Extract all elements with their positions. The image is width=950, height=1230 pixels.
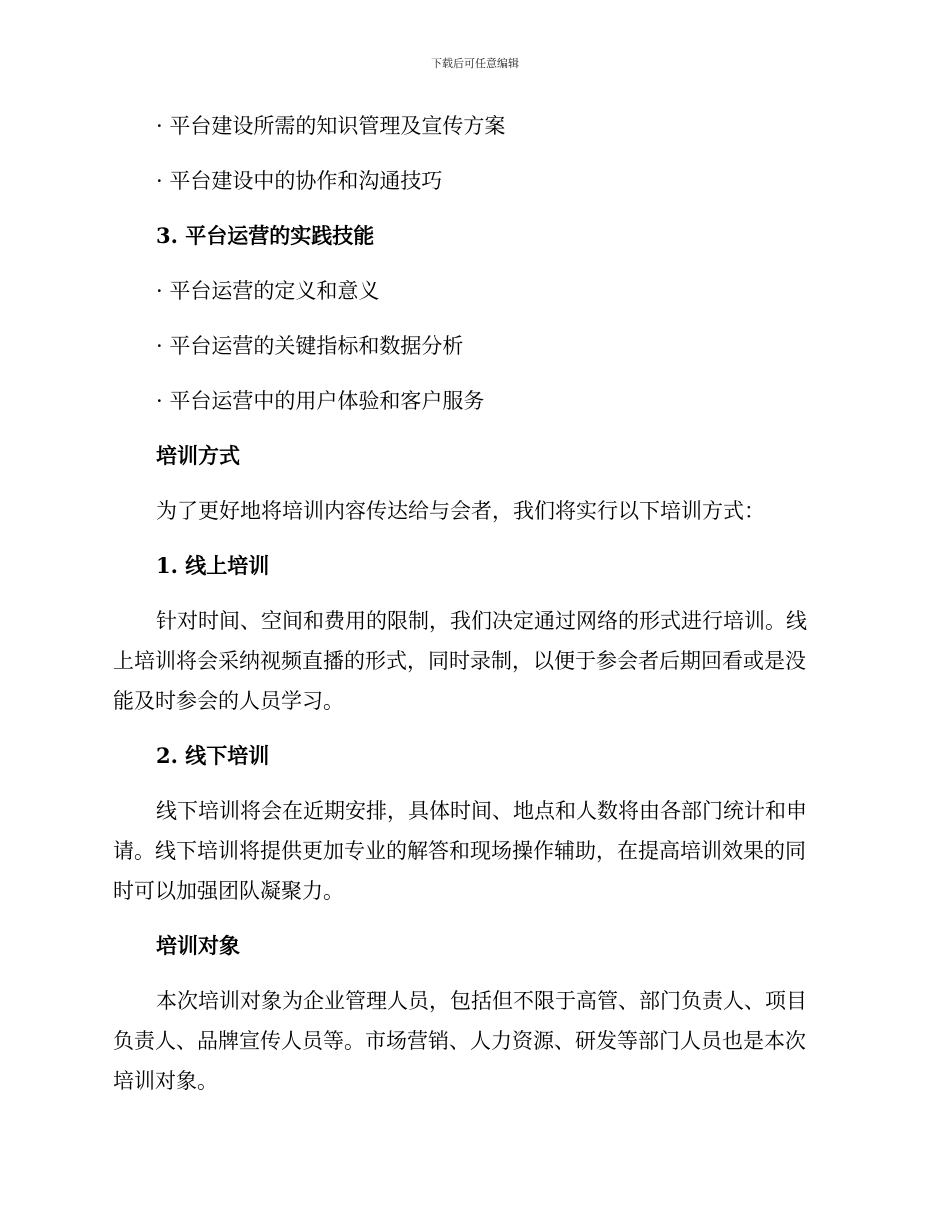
bullet-item: · 平台建设所需的知识管理及宣传方案 <box>156 114 506 138</box>
subheading: 3. 平台运营的实践技能 <box>156 223 375 248</box>
bullet-item: · 平台运营中的用户体验和客户服务 <box>156 389 485 413</box>
paragraph-line: 培训对象。 <box>113 1069 218 1093</box>
paragraph-line: 上培训将会采纳视频直播的形式，同时录制，以便于参会者后期回看或是没 <box>113 649 806 673</box>
page-header: 下载后可任意编辑 <box>431 57 519 70</box>
bullet-item: · 平台运营的定义和意义 <box>156 279 380 303</box>
paragraph-offline <box>113 791 829 911</box>
document-body <box>113 106 829 1101</box>
subheading: 2. 线下培训 <box>156 743 270 768</box>
paragraph-online <box>113 601 829 721</box>
paragraph-line: 能及时参会的人员学习。 <box>113 689 344 713</box>
paragraph-line: 请。线下培训将提供更加专业的解答和现场操作辅助，在提高培训效果的同 <box>113 839 806 863</box>
paragraph-line: 线下培训将会在近期安排，具体时间、地点和人数将由各部门统计和申 <box>156 799 807 823</box>
section-heading: 培训对象 <box>156 933 240 958</box>
paragraph-line: 时可以加强团队凝聚力。 <box>113 879 344 903</box>
paragraph-line: 负责人、品牌宣传人员等。市场营销、人力资源、研发等部门人员也是本次 <box>113 1029 806 1053</box>
paragraph-line: 本次培训对象为企业管理人员，包括但不限于高管、部门负责人、项目 <box>156 989 807 1013</box>
subheading: 1. 线上培训 <box>156 553 270 578</box>
paragraph-target <box>113 981 829 1101</box>
paragraph: 为了更好地将培训内容传达给与会者，我们将实行以下培训方式： <box>156 499 765 523</box>
bullet-item: · 平台建设中的协作和沟通技巧 <box>156 169 443 193</box>
bullet-item: · 平台运营的关键指标和数据分析 <box>156 334 464 358</box>
paragraph-line: 针对时间、空间和费用的限制，我们决定通过网络的形式进行培训。线 <box>156 609 807 633</box>
section-heading: 培训方式 <box>156 443 240 468</box>
